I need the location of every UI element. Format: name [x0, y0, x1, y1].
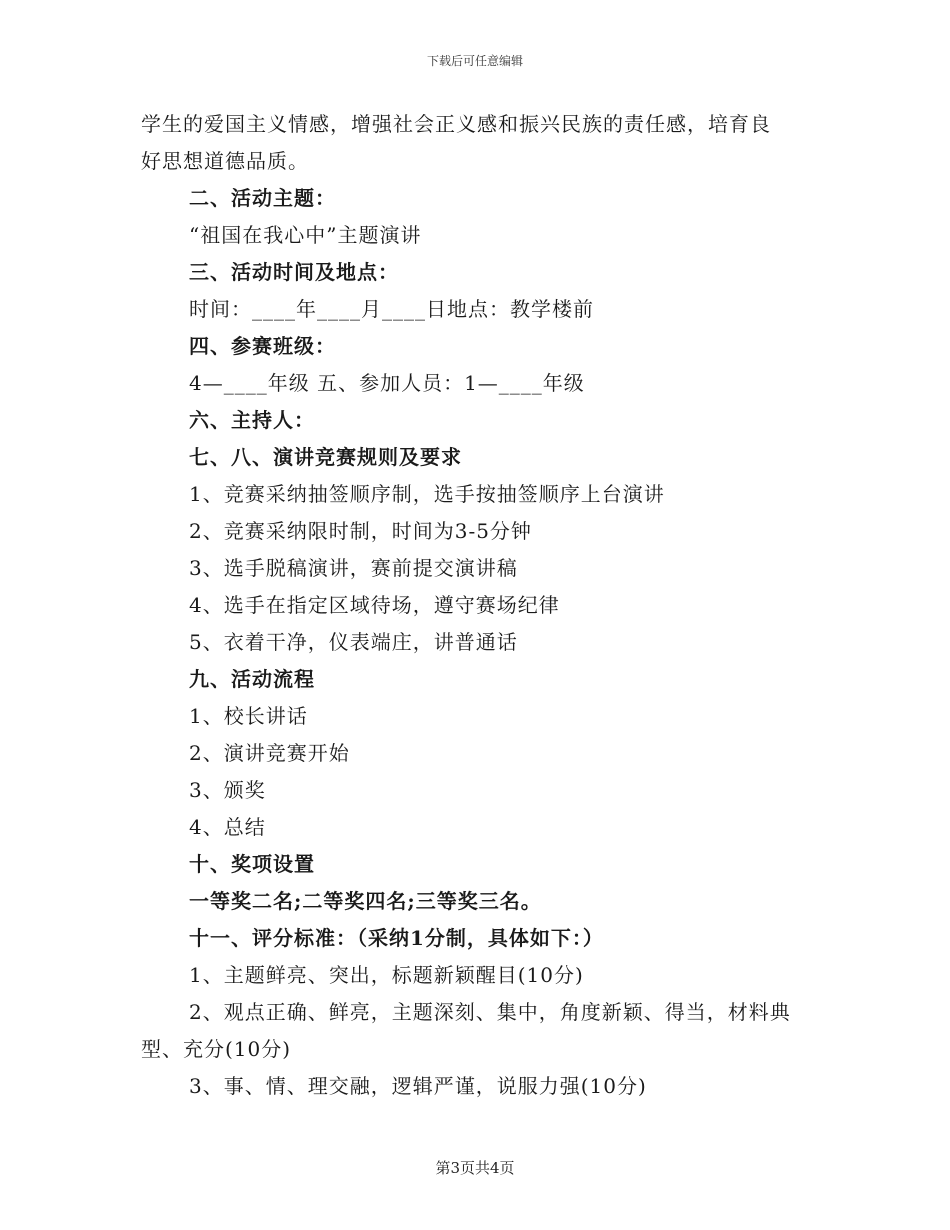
page-header: 下载后可任意编辑: [426, 54, 523, 68]
list-item-score: 1、主题鲜亮、突出，标题新颖醒目(10分): [189, 963, 584, 987]
theme-text: “祖国在我心中”主题演讲: [189, 223, 422, 247]
list-item-process: 1、校长讲话: [189, 704, 308, 728]
section-heading-rules: 七、八、演讲竞赛规则及要求: [189, 445, 462, 469]
section-heading-host: 六、主持人：: [189, 408, 315, 432]
time-place-text: 时间：____年____月____日地点：教学楼前: [189, 297, 594, 321]
list-item-process: 3、颁奖: [189, 778, 266, 802]
list-item-rule: 4、选手在指定区域待场，遵守赛场纪律: [189, 593, 560, 617]
list-item-rule: 5、衣着干净，仪表端庄，讲普通话: [189, 630, 518, 654]
classes-text: 4—____年级 五、参加人员：1—____年级: [189, 371, 585, 395]
awards-text: 一等奖二名;二等奖四名;三等奖三名。: [189, 889, 542, 913]
section-heading-time-place: 三、活动时间及地点：: [189, 260, 399, 284]
list-item-process: 4、总结: [189, 815, 266, 839]
list-item-score-continuation: 型、充分(10分): [141, 1037, 292, 1061]
list-item-score: 3、事、情、理交融，逻辑严谨，说服力强(10分): [189, 1074, 647, 1098]
section-heading-classes: 四、参赛班级：: [189, 334, 336, 358]
list-item-rule: 3、选手脱稿演讲，赛前提交演讲稿: [189, 556, 518, 580]
paragraph-line: 学生的爱国主义情感，增强社会正义感和振兴民族的责任感，培育良: [141, 112, 771, 136]
paragraph-line: 好思想道德品质。: [141, 149, 309, 173]
list-item-process: 2、演讲竞赛开始: [189, 741, 350, 765]
section-heading-scoring: 十一、评分标准：（采纳1分制，具体如下：）: [189, 926, 604, 950]
section-heading-theme: 二、活动主题：: [189, 186, 336, 210]
list-item-rule: 1、竞赛采纳抽签顺序制，选手按抽签顺序上台演讲: [189, 482, 665, 506]
section-heading-awards: 十、奖项设置: [189, 852, 315, 876]
section-heading-process: 九、活动流程: [189, 667, 315, 691]
document-body: [141, 106, 811, 1105]
list-item-score: 2、观点正确、鲜亮，主题深刻、集中，角度新颖、得当，材料典: [189, 1000, 791, 1024]
page-footer: 第3页共4页: [435, 1159, 515, 1177]
list-item-rule: 2、竞赛采纳限时制，时间为3-5分钟: [189, 519, 532, 543]
